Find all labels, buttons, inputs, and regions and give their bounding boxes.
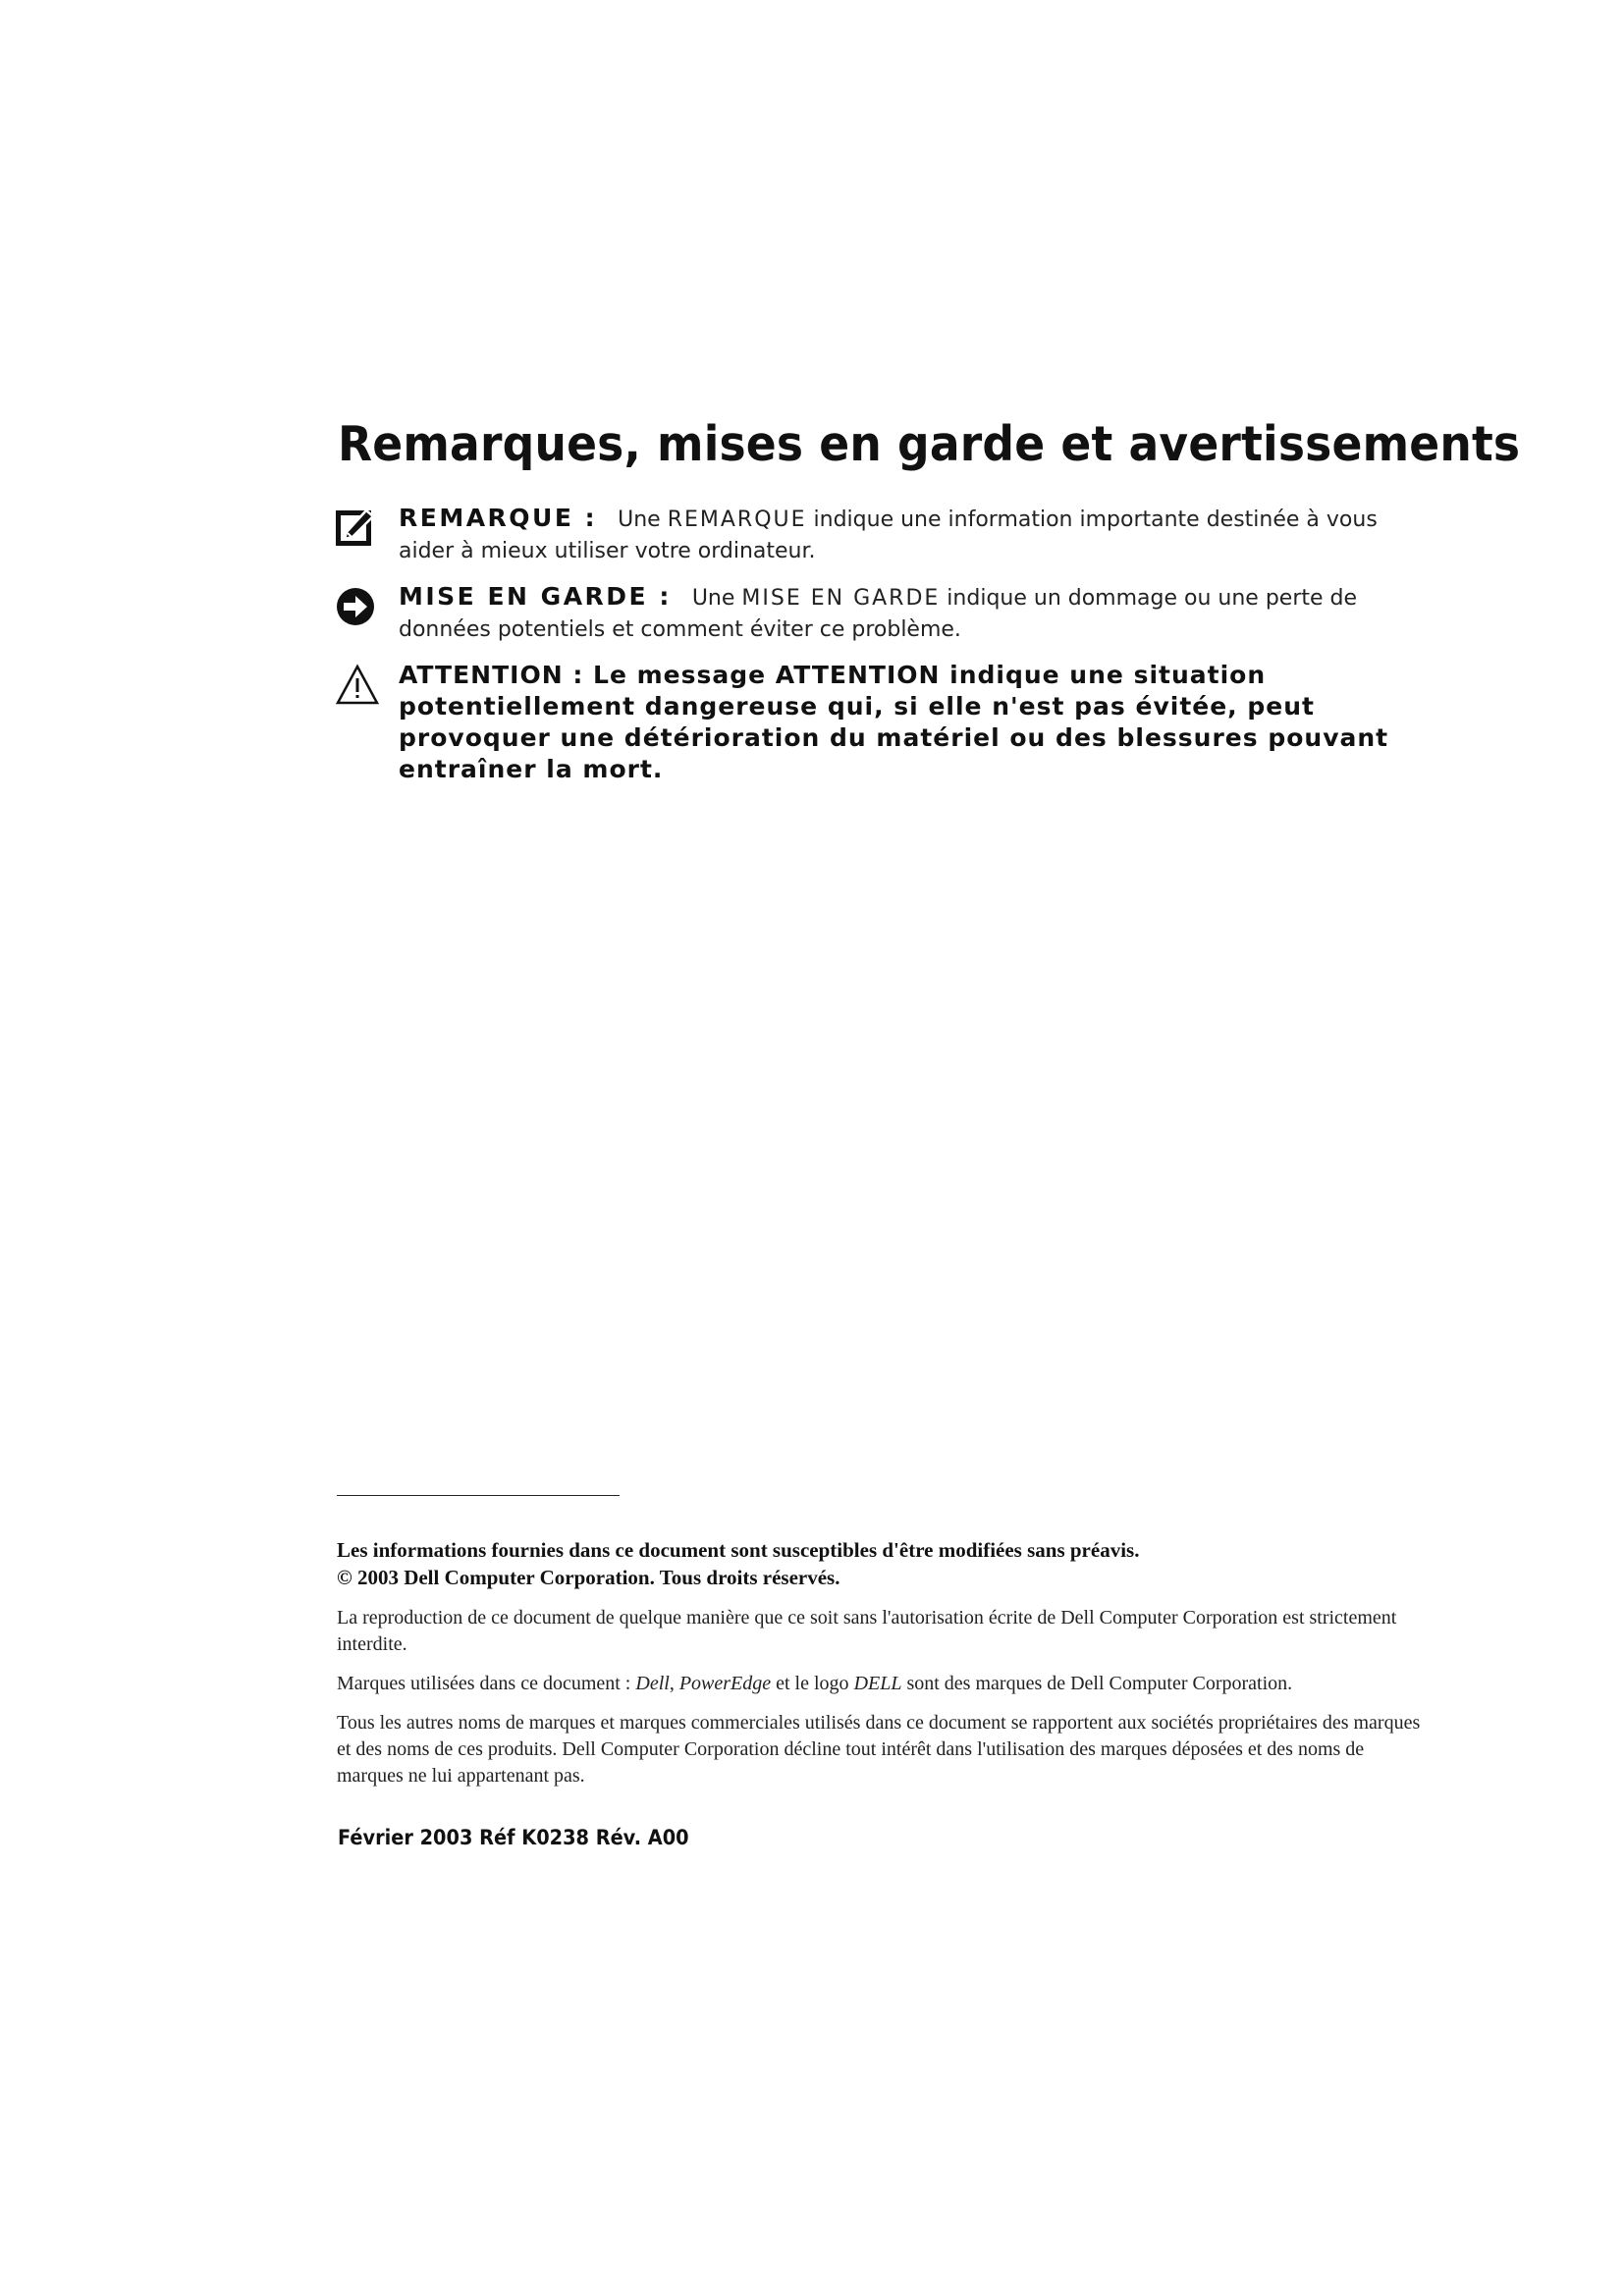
trademarks-prefix: Marques utilisées dans ce document :	[337, 1673, 636, 1694]
trademark-poweredge: PowerEdge	[678, 1673, 772, 1694]
caution-notice	[334, 581, 1414, 650]
trademark-dell: Dell	[635, 1673, 670, 1694]
note-text-before: Une	[618, 507, 668, 532]
note-notice	[334, 503, 1414, 571]
page-title: Remarques, mises en garde et avertissements	[338, 416, 1521, 472]
note-caps-word: REMARQUE	[667, 507, 807, 532]
warning-triangle-icon	[334, 664, 381, 707]
trademarks-notice	[337, 1671, 1427, 1697]
copyright-line: © 2003 Dell Computer Corporation. Tous droits réservés.	[337, 1566, 840, 1589]
caution-label: MISE EN GARDE :	[399, 582, 672, 611]
other-marks-notice: Tous les autres noms de marques et marques commerciales utilisés dans ce document se rapportent aux sociétés propriétaires des marques et des noms de ces produits. Dell Computer Corporation décline tout intérêt dans l'utilisation des marques déposées et des noms de marques ne lui appartenant pas.	[337, 1712, 1421, 1787]
footnote-divider	[337, 1495, 620, 1496]
circle-arrow-icon	[334, 585, 377, 628]
legal-notice-change: Les informations fournies dans ce document sont susceptibles d'être modifiées sans préavis.	[337, 1538, 1140, 1562]
reproduction-notice: La reproduction de ce document de quelque manière que ce soit sans l'autorisation écrite de Dell Computer Corporation est strictement interdite.	[337, 1607, 1397, 1655]
pencil-note-icon	[334, 507, 377, 550]
caution-text-before: Une	[691, 586, 742, 611]
trademarks-suffix: sont des marques de Dell Computer Corporation.	[901, 1673, 1293, 1694]
warning-text: ATTENTION : Le message ATTENTION indique une situation potentiellement dangereuse qui, si elle n'est pas évitée, peut provoquer une détérioration du matériel ou des blessures pouvant entraîner la mort.	[399, 661, 1389, 783]
note-text	[399, 503, 1400, 567]
caution-text	[399, 581, 1400, 646]
note-label: REMARQUE :	[399, 504, 598, 532]
caution-text-after: indique un dommage ou une perte de données potentiels et comment éviter ce problème.	[399, 586, 1358, 642]
warning-notice	[334, 660, 1414, 783]
trademark-separator: ,	[669, 1673, 679, 1694]
trademarks-mid: et le logo	[771, 1673, 854, 1694]
note-text-after: indique une information importante destinée à vous aider à mieux utiliser votre ordinateur.	[399, 507, 1378, 563]
document-reference: Février 2003 Réf K0238 Rév. A00	[338, 1826, 689, 1849]
caution-caps-word: MISE EN GARDE	[741, 586, 941, 611]
trademark-logo: DELL	[853, 1673, 902, 1694]
